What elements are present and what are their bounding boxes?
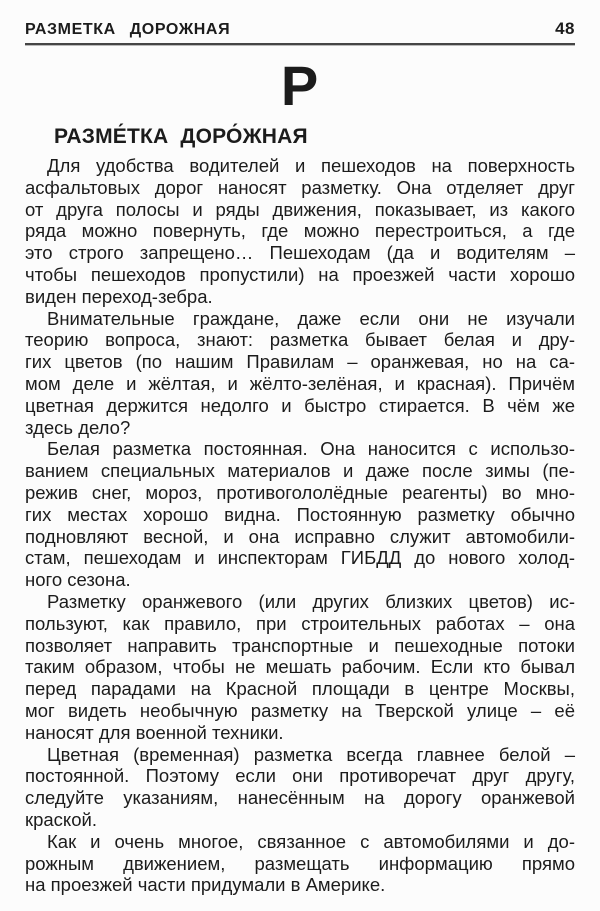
- text-line: пользуют, как правило, при строительных работах – она: [25, 612, 575, 634]
- text-line: рожным движением, размещать информацию прямо: [25, 852, 575, 874]
- text-line: Цветная (временная) разметка всегда главнее белой –: [47, 743, 575, 765]
- text-line: наносят для военной техники.: [25, 721, 284, 743]
- text-line: чтобы пешеходов пропустили) на проезжей части хорошо: [25, 263, 575, 285]
- page-number: 48: [555, 19, 575, 38]
- section-letter: Р: [280, 54, 320, 117]
- text-line: гих цветов (по нашим Правилам – оранжевая, но на са-: [25, 351, 575, 373]
- text-line: перед парадами на Красной площади в центре Москвы,: [25, 678, 575, 700]
- text-line: асфальтовых дорог наносят разметку. Она отделяет друг: [25, 176, 575, 198]
- text-line: виден переход-зебра.: [25, 285, 213, 307]
- text-line: стам, пешеходам и инспекторам ГИБДД до нового холод-: [25, 547, 575, 569]
- text-line: Внимательные граждане, даже если они не изучали: [47, 307, 575, 329]
- text-line: подновляют весной, и она исправно служит автомобили-: [25, 525, 575, 547]
- running-header-title: РАЗМЕТКА ДОРОЖНАЯ: [25, 21, 231, 38]
- text-line: цветная держится недолго и быстро стирается. В чём же: [25, 394, 575, 416]
- text-line: от друга полосы и ряды движения, показывает, из какого: [25, 198, 575, 220]
- text-line: режив снег, мороз, противогололёдные реагенты) во мно-: [25, 481, 575, 503]
- text-line: позволяет направить транспортные и пешеходные потоки: [25, 634, 575, 656]
- text-line: теорию вопроса, знают: разметка бывает белая и дру-: [25, 329, 575, 351]
- text-line: следуйте указаниям, нанесённым на дорогу оранжевой: [25, 787, 575, 809]
- text-line: Для удобства водителей и пешеходов на поверхность: [47, 155, 575, 176]
- paragraph: [25, 438, 575, 591]
- text-line: это строго запрещено… Пешеходам (да и водителям –: [25, 242, 575, 264]
- article-body: [25, 155, 575, 896]
- text-line: ванием специальных материалов и даже после зимы (пе-: [25, 460, 575, 482]
- paragraph: [25, 744, 575, 831]
- text-line: на проезжей части придумали в Америке.: [25, 874, 386, 896]
- paragraph: [25, 591, 575, 744]
- header-rule: [25, 43, 575, 46]
- text-line: Белая разметка постоянная. Она наносится с использо-: [47, 438, 575, 460]
- text-line: здесь дело?: [25, 416, 131, 438]
- text-line: ного сезона.: [25, 569, 131, 591]
- paragraph: [25, 831, 575, 896]
- text-line: гих местах хорошо видна. Постоянную разметку обычно: [25, 503, 575, 525]
- text-line: Как и очень многое, связанное с автомобилями и до-: [47, 830, 575, 852]
- text-line: мог видеть необычную разметку на Тверской улице – её: [25, 699, 575, 721]
- paragraph: [25, 155, 575, 308]
- paragraph: [25, 308, 575, 439]
- text-line: краской.: [25, 808, 97, 830]
- article-title: РАЗМЕ́ТКА ДОРО́ЖНАЯ: [54, 125, 308, 148]
- text-line: постоянной. Поэтому если они противоречат друг другу,: [25, 765, 575, 787]
- text-line: мом деле и жёлтая, и жёлто-зелёная, и красная). Причём: [25, 372, 575, 394]
- text-line: таким образом, чтобы не мешать рабочим. Если кто бывал: [25, 656, 575, 678]
- running-header: [25, 0, 575, 39]
- text-line: Разметку оранжевого (или других близких цветов) ис-: [47, 590, 575, 612]
- text-line: ряда можно повернуть, где можно перестроиться, а где: [25, 220, 575, 242]
